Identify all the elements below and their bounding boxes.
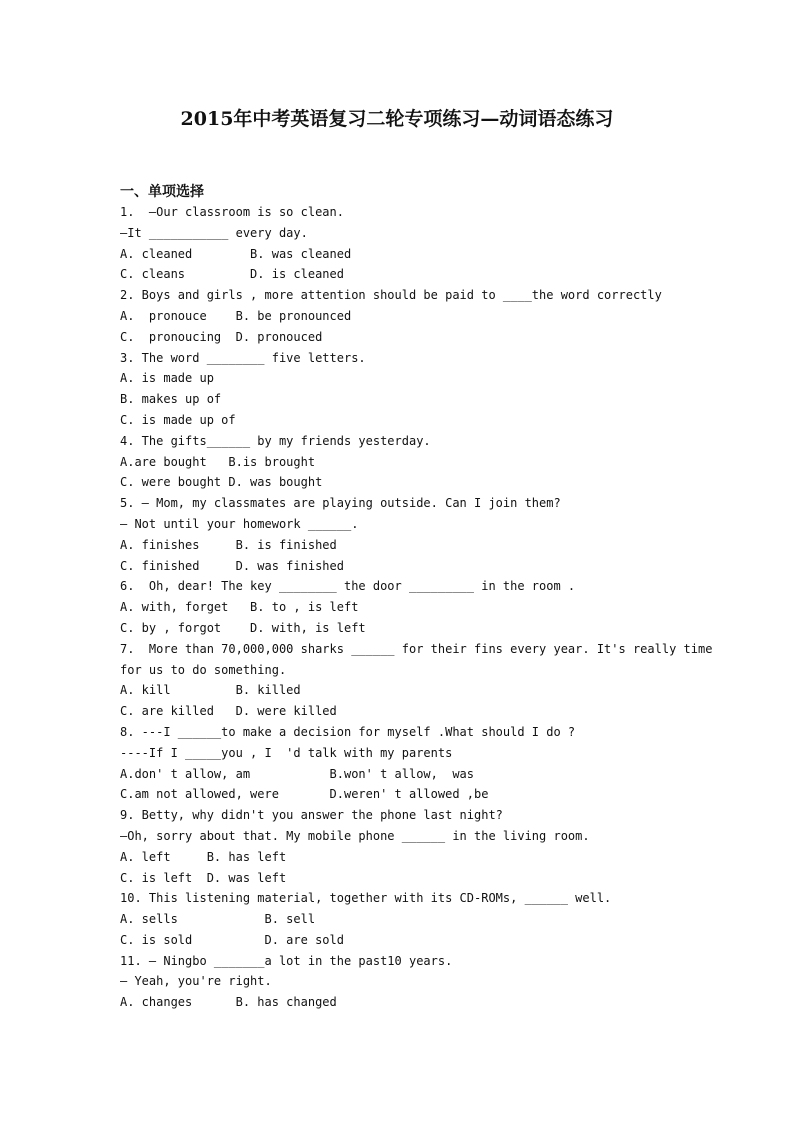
text-line: A. with, forget B. to , is left xyxy=(120,600,359,615)
text-line: B. makes up of xyxy=(120,392,222,407)
text-line: A. kill B. killed xyxy=(120,683,301,698)
text-line: C. cleans D. is cleaned xyxy=(120,267,344,282)
text-line: for us to do something. xyxy=(120,662,287,677)
text-line: — Yeah, you're right. xyxy=(120,974,272,989)
text-line: C. is sold D. are sold xyxy=(120,932,344,947)
text-line: — Not until your homework ______. xyxy=(120,516,359,531)
text-line: 6. Oh, dear! The key ________ the door _________ in the room . xyxy=(120,579,576,594)
text-line: A. sells B. sell xyxy=(120,912,316,927)
text-line: C. finished D. was finished xyxy=(120,558,344,573)
text-line: C.am not allowed, were D.weren' t allowed ,be xyxy=(120,787,489,802)
text-line: A. changes B. has changed xyxy=(120,995,337,1010)
text-line: C. is made up of xyxy=(120,412,236,427)
text-line: C. are killed D. were killed xyxy=(120,704,337,719)
text-line: A. cleaned B. was cleaned xyxy=(120,246,352,261)
question-list xyxy=(120,202,713,1013)
text-line: —Oh, sorry about that. My mobile phone ______ in the living room. xyxy=(120,828,590,843)
section-heading: 一、单项选择 xyxy=(120,184,204,200)
text-line: A. pronouce B. be pronounced xyxy=(120,308,352,323)
text-line: —It ___________ every day. xyxy=(120,225,308,240)
text-line: 1. —Our classroom is so clean. xyxy=(120,205,344,219)
text-line: A. left B. has left xyxy=(120,849,287,864)
text-line: A. finishes B. is finished xyxy=(120,537,337,552)
text-line: 3. The word ________ five letters. xyxy=(120,350,366,365)
text-line: 11. — Ningbo _______a lot in the past10 years. xyxy=(120,953,453,968)
text-line: A.don' t allow, am B.won' t allow, was xyxy=(120,766,475,781)
document-title: 2015年中考英语复习二轮专项练习—动词语态练习 xyxy=(180,108,614,130)
text-line: 4. The gifts______ by my friends yesterday. xyxy=(120,433,431,448)
text-line: 7. More than 70,000,000 sharks ______ for their fins every year. It's really time xyxy=(120,641,713,656)
text-line: 8. ---I ______to make a decision for myself .What should I do ? xyxy=(120,724,576,739)
text-line: C. by , forgot D. with, is left xyxy=(120,620,366,635)
text-line: C. were bought D. was bought xyxy=(120,475,323,490)
text-line: 9. Betty, why didn't you answer the phone last night? xyxy=(120,808,503,823)
text-line: 10. This listening material, together with its CD-ROMs, ______ well. xyxy=(120,891,612,906)
text-line: ----If I _____you , I 'd talk with my parents xyxy=(120,745,453,760)
text-line: 2. Boys and girls , more attention should be paid to ____the word correctly xyxy=(120,288,662,303)
text-line: A.are bought B.is brought xyxy=(120,454,316,469)
text-line: 5. — Mom, my classmates are playing outside. Can I join them? xyxy=(120,496,561,511)
text-line: C. pronoucing D. pronouced xyxy=(120,329,323,344)
text-line: C. is left D. was left xyxy=(120,870,287,885)
text-line: A. is made up xyxy=(120,371,214,386)
